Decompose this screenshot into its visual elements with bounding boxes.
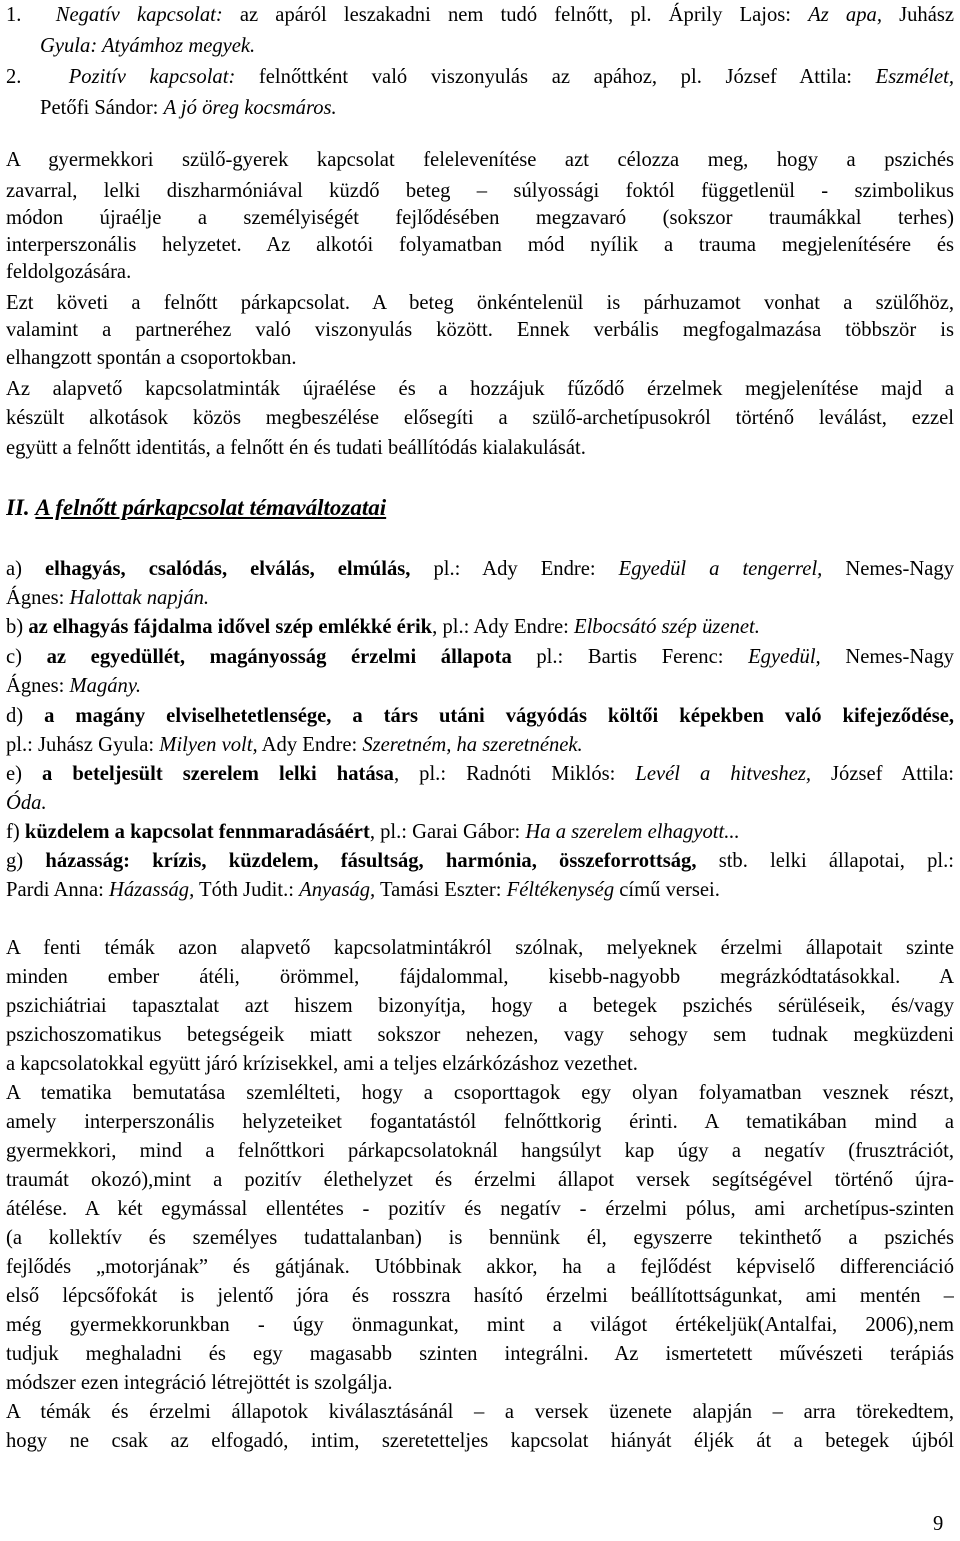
paragraph-line: valamint a partneréhez való viszonyulás között. Ennek verbális megfogalmazása többször is — [6, 319, 954, 341]
theme-item-g: g) házasság: krízis, küzdelem, fásultság, harmónia, összeforrottság, stb. lelki állapotai, pl.: — [6, 850, 954, 872]
paragraph-line: fejlődés „motorjának” és gátjának. Utóbbinak akkor, ha a fejlődést képviselő differenciáció — [6, 1256, 954, 1278]
theme-item-a-continuation: Ágnes: Halottak napján. — [6, 587, 210, 609]
paragraph-line: módszer ezen integráció létrejöttét is szolgálja. — [6, 1372, 393, 1394]
paragraph-line: Az alapvető kapcsolatminták újraélése és a hozzájuk fűződő érzelmek megjelenítése majd a — [6, 378, 954, 400]
section-heading: II. A felnőtt párkapcsolat témaváltozatai — [6, 495, 387, 520]
paragraph-line: traumát okozó),mint a pozitív élethelyzet és érzelmi állapot versek segítségével történő újra- — [6, 1169, 954, 1191]
paragraph-line: minden ember átéli, örömmel, fájdalommal, kisebb-nagyobb megrázkódtatásokkal. A — [6, 966, 954, 988]
paragraph-line: interperszonális helyzetet. Az alkotói folyamatban mód nyílik a trauma megjelenítésére és — [6, 234, 954, 256]
paragraph-line: pszichoszomatikus betegségeik miatt sokszor nehezen, vagy sehogy sem tudnak megküzdeni — [6, 1024, 954, 1046]
list-item-2-continuation: Petőfi Sándor: A jó öreg kocsmáros. — [40, 97, 337, 119]
list-item-1-continuation: Gyula: Atyámhoz megyek. — [40, 35, 256, 57]
paragraph-line: még gyermekkorunkban - úgy önmagunkat, mint a világot értékeljük(Antalfai, 2006),nem — [6, 1314, 954, 1336]
theme-item-e: e) a beteljesült szerelem lelki hatása, pl.: Radnóti Miklós: Levél a hitveshez, József Attila: — [6, 763, 954, 785]
paragraph-line: A gyermekkori szülő-gyerek kapcsolat felelevenítése azt célozza meg, hogy a pszichés — [6, 149, 954, 171]
paragraph-line: készült alkotások közös megbeszélése elősegíti a szülő-archetípusokról történő leválást, ezzel — [6, 407, 954, 429]
paragraph-line: Ezt követi a felnőtt párkapcsolat. A beteg önkéntelenül is párhuzamot vonhat a szülőhöz, — [6, 292, 954, 314]
paragraph-line: tudjuk meghaladni és egy magasabb szinten integrálni. Az ismertetett művészeti terápiás — [6, 1343, 954, 1365]
paragraph-line: pszichiátriai tapasztalat azt hiszem bizonyítja, hogy a betegek pszichés sérüléseik, és/vagy — [6, 995, 954, 1017]
paragraph-line: együtt a felnőtt identitás, a felnőtt én és tudati beállítódás kialakulását. — [6, 437, 586, 459]
paragraph-line: első lépcsőfokát is jelentő jóra és rosszra hasító érzelmi beállítottságunkat, ami mentén – — [6, 1285, 954, 1307]
paragraph-line: A fenti témák azon alapvető kapcsolatmintákról szólnak, melyeknek érzelmi állapotait szinte — [6, 937, 954, 959]
theme-item-c-continuation: Ágnes: Magány. — [6, 675, 141, 697]
paragraph-line: hogy ne csak az elfogadó, intim, szeretetteljes kapcsolat hiányát éljék át a betegek újból — [6, 1430, 954, 1452]
paragraph-line: átélése. A két egymással ellentétes - pozitív és negatív - érzelmi pólus, ami archetípus-szinten — [6, 1198, 954, 1220]
theme-item-c: c) az egyedüllét, magányosság érzelmi állapota pl.: Bartis Ferenc: Egyedül, Nemes-Nagy — [6, 646, 954, 668]
paragraph-line: gyermekkori, mind a felnőttkori párkapcsolatoknál hangsúlyt kap úgy a negatív (frusztrációt, — [6, 1140, 954, 1162]
paragraph-line: módon újraélje a személyiségét fejlődésében megzavaró (sokszor traumákkal terhes) — [6, 207, 954, 229]
paragraph-line: (a kollektív és személyes tudattalanban) is bennünk él, egyszerre tekinthető a pszichés — [6, 1227, 954, 1249]
paragraph-line: a kapcsolatokkal együtt járó krízisekkel, ami a teljes elzárkózáshoz vezethet. — [6, 1053, 638, 1075]
theme-item-e-continuation: Óda. — [6, 792, 47, 814]
list-item-2: 2. Pozitív kapcsolat: felnőttként való viszonyulás az apához, pl. József Attila: Eszmélet, — [6, 66, 954, 88]
paragraph-line: zavarral, lelki diszharmóniával küzdő beteg – súlyossági foktól függetlenül - szimbolikus — [6, 180, 954, 202]
theme-item-d: d) a magány elviselhetetlensége, a társ utáni vágyódás költői képekben való kifejeződése, — [6, 705, 954, 727]
theme-item-d-continuation: pl.: Juhász Gyula: Milyen volt, Ady Endre: Szeretném, ha szeretnének. — [6, 734, 583, 756]
paragraph-line: elhangzott spontán a csoportokban. — [6, 347, 297, 369]
theme-item-b: b) az elhagyás fájdalma idővel szép emlékké érik, pl.: Ady Endre: Elbocsátó szép üzenet. — [6, 616, 760, 638]
theme-item-f: f) küzdelem a kapcsolat fennmaradásáért, pl.: Garai Gábor: Ha a szerelem elhagyott... — [6, 821, 740, 843]
paragraph-line: amely interperszonális helyzeteiket fogantatástól felnőttkorig érinti. A tematikában mind a — [6, 1111, 954, 1133]
paragraph-line: A témák és érzelmi állapotok kiválasztásánál – a versek üzenete alapján – arra törekedtem, — [6, 1401, 954, 1423]
page-number: 9 — [933, 1513, 944, 1535]
theme-item-g-continuation: Pardi Anna: Házasság, Tóth Judit.: Anyaság, Tamási Eszter: Féltékenység című versei. — [6, 879, 720, 901]
paragraph-line: A tematika bemutatása szemlélteti, hogy a csoporttagok egy olyan folyamatban vesznek részt, — [6, 1082, 954, 1104]
paragraph-line: feldolgozására. — [6, 261, 132, 283]
list-item-1: 1. Negatív kapcsolat: az apáról leszakadni nem tudó felnőtt, pl. Áprily Lajos: Az apa, Juhász — [6, 4, 954, 26]
theme-item-a: a) elhagyás, csalódás, elválás, elmúlás, pl.: Ady Endre: Egyedül a tengerrel, Nemes-Nagy — [6, 558, 954, 580]
